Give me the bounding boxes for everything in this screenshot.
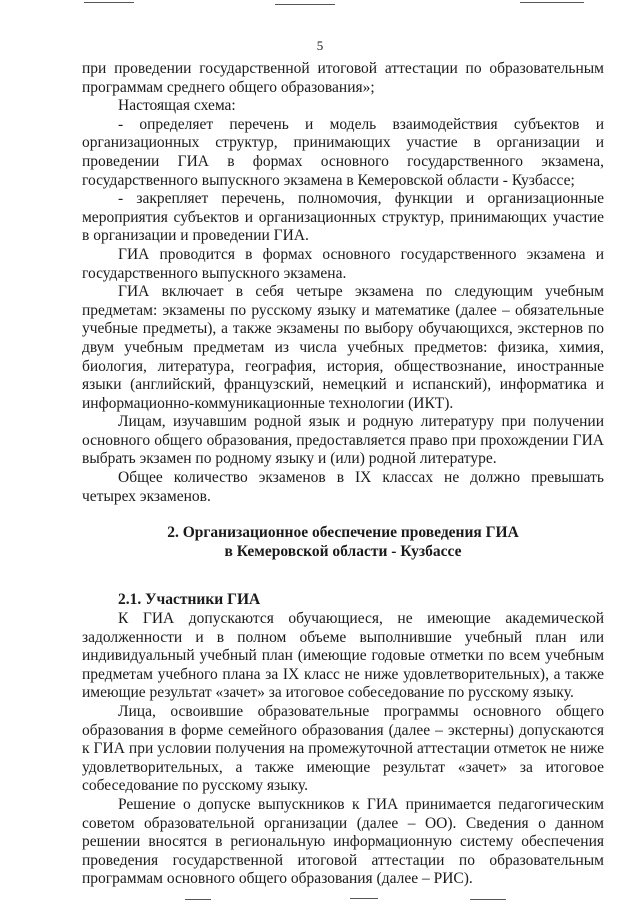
list-item: - закрепляет перечень, полномочия, функции и организационные мероприятия субъектов и организационных структур, принимающих участие в организации и проведении ГИА. (82, 190, 604, 245)
paragraph: Решение о допуске выпускников к ГИА принимается педагогическим советом образовательной организации (далее – ОО). Сведения о данном решении вносятся в региональную информационную систему обеспечения проведения государственной итоговой аттестации по образовательным программам основного общего образования (далее – РИС). (82, 795, 604, 888)
subsection-heading: 2.1. Участники ГИА (118, 591, 261, 609)
scan-artifact-line (275, 4, 335, 5)
list-item: - определяет перечень и модель взаимодействия субъектов и организационных структур, принимающих участие в организации и проведении ГИА в формах основного государственного экзамена, государственного выпускного экзамена в Кемеровской области - Кузбассе; (82, 115, 604, 189)
paragraph: Настоящая схема: (118, 97, 236, 115)
scan-artifact-line (185, 899, 211, 900)
paragraph: Лица, освоившие образовательные программы основного общего образования в форме семейного образования (далее – экстерны) допускаются к ГИА при условии получения на промежуточной аттестации отметок не ниже удовлетворительных, а также имеющие результат «зачет» за итоговое собеседование по русскому языку. (82, 703, 604, 795)
section-heading-line: в Кемеровской области - Кузбассе (224, 542, 462, 560)
paragraph: ГИА проводится в формах основного государственного экзамена и государственного выпускного экзамена. (82, 245, 604, 282)
scan-artifact-line (470, 899, 506, 900)
page-number: 5 (316, 38, 324, 53)
scan-artifact-line (84, 2, 134, 3)
scan-artifact-line (350, 898, 378, 899)
document-body (82, 60, 604, 889)
paragraph: при проведении государственной итоговой аттестации по образовательным программам среднего общего образования»; (82, 60, 604, 96)
paragraph: К ГИА допускаются обучающиеся, не имеющие академической задолженности и в полном объеме выполнившие учебный план или индивидуальный учебный план (имеющие годовые отметки по всем учебным предметам учебного плана за IX класс не ниже удовлетворительных), а также имеющие результат «зачет» за итоговое собеседование по русскому языку. (82, 610, 604, 702)
paragraph: ГИА включает в себя четыре экзамена по следующим учебным предметам: экзамены по русскому языку и математике (далее – обязательные учебные предметы), а также экзамены по выбору обучающихся, экстернов по двум учебным предметам из числа учебных предметов: физика, химия, биология, литература, география, история, обществознание, иностранные языки (английский, французский, немецкий и испанский), информатика и информационно-коммуникационные технологии (ИКТ). (82, 283, 604, 412)
section-heading (82, 524, 604, 561)
paragraph: Общее количество экзаменов в IX классах не должно превышать четырех экзаменов. (82, 469, 604, 505)
paragraph: Лицам, изучавшим родной язык и родную литературу при получении основного общего образования, предоставляется право при прохождении ГИА выбрать экзамен по родному языку и (или) родной литературе. (82, 413, 604, 468)
section-heading-line: 2. Организационное обеспечение проведения ГИА (167, 524, 519, 542)
scan-artifact-line (520, 2, 584, 3)
